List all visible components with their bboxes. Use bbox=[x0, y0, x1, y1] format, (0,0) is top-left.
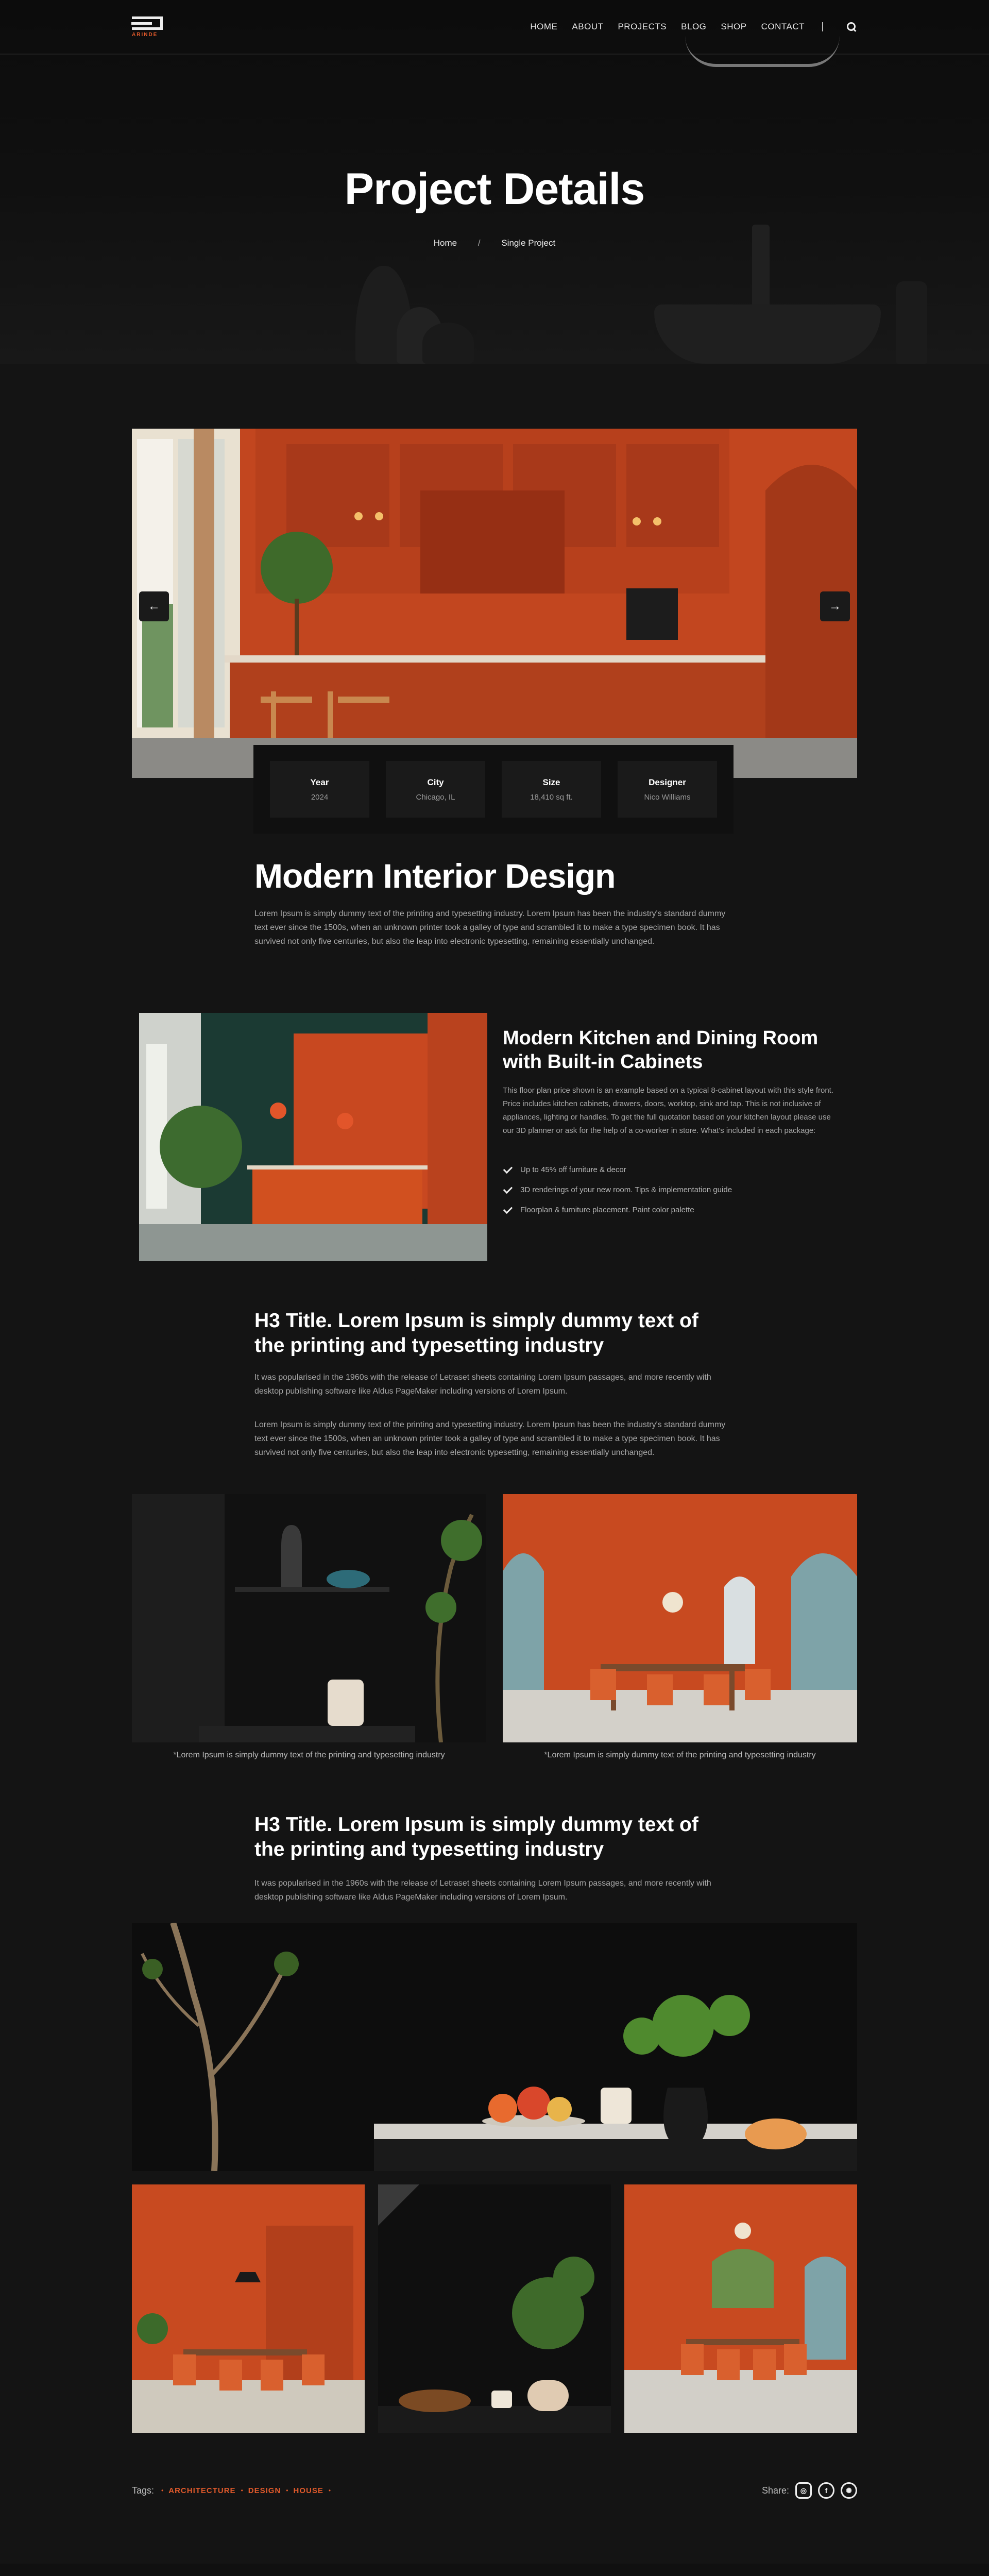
fact-value: 18,410 sq ft. bbox=[530, 792, 573, 802]
feature-checklist bbox=[503, 1165, 843, 1214]
tag-house[interactable]: HOUSE bbox=[293, 2486, 323, 2495]
slider-next-button[interactable]: → bbox=[820, 591, 850, 621]
section-a-title: H3 Title. Lorem Ipsum is simply dummy text of the printing and typesetting industry bbox=[254, 1310, 698, 1357]
breadcrumb-current: Single Project bbox=[501, 238, 556, 248]
fact-city bbox=[386, 761, 485, 818]
tag-bullet: • bbox=[161, 2487, 164, 2494]
project-facts bbox=[253, 745, 734, 834]
page-title: Project Details bbox=[344, 164, 645, 214]
logo-text: ARINDE bbox=[132, 31, 158, 38]
nav-shop[interactable]: SHOP bbox=[721, 22, 747, 31]
instagram-icon[interactable]: ◎ bbox=[795, 2482, 812, 2499]
tags-share-bar bbox=[132, 2482, 857, 2499]
feature-kitchen-image bbox=[139, 1013, 487, 1261]
fact-designer bbox=[618, 761, 717, 818]
breadcrumb bbox=[0, 238, 989, 248]
fact-label: Designer bbox=[649, 777, 686, 787]
project-heading: Modern Interior Design bbox=[254, 857, 616, 895]
checklist-item bbox=[503, 1206, 843, 1214]
share-label: Share: bbox=[761, 2485, 789, 2496]
checklist-text: Up to 45% off furniture & decor bbox=[520, 1165, 626, 1174]
hero-bottle bbox=[896, 281, 927, 364]
dining-room-image bbox=[503, 1494, 857, 1742]
dessert-table-image bbox=[378, 2184, 611, 2433]
nav-blog[interactable]: BLOG bbox=[681, 22, 707, 31]
fact-value: Nico Williams bbox=[644, 792, 691, 802]
tags-label: Tags: bbox=[132, 2485, 155, 2496]
feature-text: This floor plan price shown is an example based on a typical 8-cabinet layout with this style front. Price includes kitchen cabinets, drawers, doors, worktop, sink and tap. This is not inclusive of appliances, lighting or handles. To get the full quotation based on your kitchen layout please use our 3D planner or ask for the help of a co-worker in store. What's included in each package: bbox=[503, 1086, 833, 1135]
dining-illustration-1 bbox=[132, 2184, 365, 2433]
decor-shelf-illustration bbox=[132, 1494, 486, 1742]
checklist-text: Floorplan & furniture placement. Paint color palette bbox=[520, 1206, 694, 1214]
checklist-item bbox=[503, 1185, 843, 1194]
section-b-title: H3 Title. Lorem Ipsum is simply dummy text of the printing and typesetting industry bbox=[254, 1814, 698, 1860]
project-intro-text: Lorem Ipsum is simply dummy text of the printing and typesetting industry. Lorem Ipsum has been the industry's standard dummy text ever since the 1500s, when an unknown printer took a galley of type and scrambled it to make a type specimen book. It has survived not only five centuries, but also the leap into electronic typesetting, remaining essentially unchanged. bbox=[254, 909, 726, 946]
hero-section bbox=[0, 0, 989, 364]
fact-label: Year bbox=[310, 777, 329, 787]
feature-title: Modern Kitchen and Dining Room with Built-in Cabinets bbox=[503, 1027, 819, 1073]
footer bbox=[0, 2564, 989, 2576]
fact-label: City bbox=[427, 777, 444, 787]
dining-image-1 bbox=[132, 2184, 365, 2433]
tag-bullet: • bbox=[286, 2487, 288, 2494]
breadcrumb-separator: / bbox=[478, 238, 481, 248]
site-logo[interactable] bbox=[132, 12, 169, 41]
section-a-text-1: It was popularised in the 1960s with the release of Letraset sheets containing Lorem Ipsum passages, and more recently with desktop publishing software like Aldus PageMaker including versions of Lorem Ipsum. bbox=[254, 1373, 711, 1396]
main-menu bbox=[530, 22, 805, 32]
section-b-text: It was popularised in the 1960s with the release of Letraset sheets containing Lorem Ipsum passages, and more recently with desktop publishing software like Aldus PageMaker including versions of Lorem Ipsum. bbox=[254, 1879, 711, 1902]
dining-room-illustration bbox=[503, 1494, 857, 1742]
logo-mark bbox=[132, 16, 163, 30]
fact-value: Chicago, IL bbox=[416, 792, 455, 802]
header-divider bbox=[0, 54, 989, 55]
checklist-item bbox=[503, 1165, 843, 1174]
image-caption: *Lorem Ipsum is simply dummy text of the printing and typesetting industry bbox=[173, 1751, 445, 1759]
dining-illustration-2 bbox=[624, 2184, 857, 2433]
facebook-icon[interactable]: f bbox=[818, 2482, 834, 2499]
tag-architecture[interactable]: ARCHITECTURE bbox=[168, 2486, 236, 2495]
image-caption: *Lorem Ipsum is simply dummy text of the printing and typesetting industry bbox=[544, 1751, 816, 1759]
nav-home[interactable]: HOME bbox=[530, 22, 558, 31]
nav-projects[interactable]: PROJECTS bbox=[618, 22, 667, 31]
search-icon[interactable] bbox=[846, 21, 857, 32]
decor-shelf-image bbox=[132, 1494, 486, 1742]
top-navigation bbox=[0, 0, 989, 54]
project-slider[interactable] bbox=[132, 429, 857, 778]
share-links bbox=[762, 2482, 857, 2499]
check-icon bbox=[503, 1184, 513, 1193]
fact-year bbox=[270, 761, 369, 818]
feature-kitchen-illustration bbox=[139, 1013, 487, 1261]
still-life-image bbox=[132, 1923, 857, 2171]
breadcrumb-home-link[interactable]: Home bbox=[433, 238, 457, 248]
tag-design[interactable]: DESIGN bbox=[248, 2486, 281, 2495]
section-a-text-2: Lorem Ipsum is simply dummy text of the printing and typesetting industry. Lorem Ipsum has been the industry's standard dummy text ever since the 1500s, when an unknown printer took a galley of type and scrambled it to make a type specimen book. It has survived not only five centuries, but also the leap into electronic typesetting, remaining essentially unchanged. bbox=[254, 1420, 726, 1457]
still-life-illustration bbox=[132, 1923, 857, 2171]
check-icon bbox=[503, 1164, 513, 1173]
fact-size bbox=[502, 761, 601, 818]
fact-value: 2024 bbox=[311, 792, 329, 802]
nav-contact[interactable]: CONTACT bbox=[761, 22, 805, 31]
nav-about[interactable]: ABOUT bbox=[572, 22, 604, 31]
check-icon bbox=[503, 1204, 513, 1213]
kitchen-slide-image bbox=[132, 429, 857, 778]
dining-image-2 bbox=[624, 2184, 857, 2433]
checklist-text: 3D renderings of your new room. Tips & implementation guide bbox=[520, 1185, 732, 1194]
dessert-table-illustration bbox=[378, 2184, 611, 2433]
tag-bullet: • bbox=[328, 2487, 331, 2494]
fact-label: Size bbox=[542, 777, 560, 787]
dribbble-icon[interactable]: ✺ bbox=[841, 2482, 857, 2499]
nav-divider bbox=[822, 22, 823, 31]
hero-sink bbox=[654, 304, 881, 364]
hero-faucet bbox=[752, 225, 770, 307]
hero-vase bbox=[422, 323, 474, 364]
tag-bullet: • bbox=[241, 2487, 243, 2494]
slider-prev-button[interactable]: ← bbox=[139, 591, 169, 621]
